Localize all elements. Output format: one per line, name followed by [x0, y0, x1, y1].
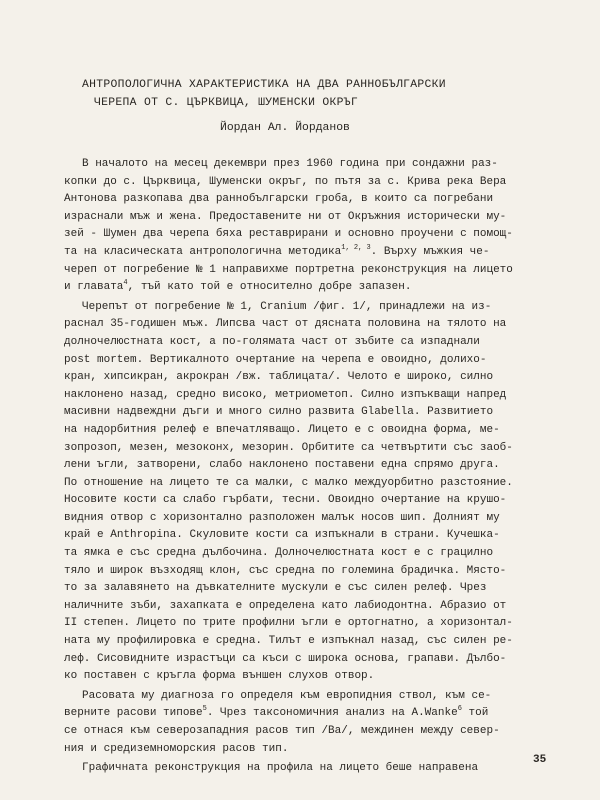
page-number: 35	[533, 754, 547, 766]
footnote-ref-1-3: 1, 2, 3	[341, 243, 371, 252]
p2-line-5: кран, хипсикран, акрокран /вж. таблицата/. Челото е широко, силно	[64, 371, 494, 384]
p2-line-21: леф. Сисовидните израстъци са къси с широка основа, грапави. Дълбо-	[64, 652, 507, 665]
p2-line-15: та ямка е със средна дълбочина. Долночелюстната кост е с грацилно	[64, 547, 494, 560]
p4-line-1: Графичната реконструкция на профила на лицето беше направена	[82, 762, 479, 775]
p1-line-6	[64, 244, 554, 262]
p2-l7-a: масивни надвеждни дъги и много силно развита	[64, 406, 355, 419]
p1-line-7: череп от погребение № 1 направихме портретна реконструкция на лицето	[64, 263, 513, 276]
p2-line-17: то за залавянето на дъвкателните мускули е със силен релеф. Чрез	[64, 582, 487, 595]
p1-line-8-text: и главата	[64, 281, 124, 294]
term-cranium: Cranium	[260, 300, 307, 313]
p2-l1-a: Черепът от погребение № 1,	[82, 300, 254, 313]
p3-l2-a: верните расови типове	[64, 707, 203, 720]
p2-line-14	[64, 527, 554, 545]
p2-line-6: наклонено назад, средно високо, метриометоп. Силно изпъкващи напред	[64, 388, 507, 401]
term-anthropina: Anthropina.	[110, 529, 183, 542]
p2-line-8: на надорбитния релеф е впечатляващо. Лицето е с овоидна форма, ме-	[64, 423, 500, 436]
term-glabella: Glabella.	[361, 406, 421, 419]
p1-line-6-end: . Върху мъжкия че-	[370, 245, 490, 258]
title-line-2: ЧЕРЕПА ОТ С. ЦЪРКВИЦА, ШУМЕНСКИ ОКРЪГ	[94, 97, 359, 109]
p1-line-8-end: , тъй като той е относително добре запазен.	[127, 281, 412, 294]
p2-line-19: II степен. Лицето по трите профилни ъгли е ортогнатно, а хоризонтал-	[64, 617, 513, 630]
p2-line-10: лени ъгли, затворени, слабо наклонено поставени една спрямо друга.	[64, 459, 500, 472]
article-body	[64, 156, 554, 778]
p2-l1-b: /фиг. 1/, принадлежи на из-	[313, 300, 492, 313]
p1-line-5: зей - Шумен два черепа бяха реставрирани и основно проучени с помощ-	[64, 228, 513, 241]
p2-l7-b: Развитието	[427, 406, 494, 419]
p1-line-4: израснали мъж и жена. Предоставените ни от Окръжния исторически му-	[64, 210, 507, 223]
footnote-ref-6: 6	[457, 705, 462, 714]
p2-line-18: наличните зъби, захапката е определена като лабиодонтна. Абразио от	[64, 599, 507, 612]
p3-line-2	[64, 705, 554, 723]
footnote-ref-5: 5	[202, 705, 207, 714]
p3-l2-c: той	[468, 707, 489, 720]
p2-line-2: раснал 35-годишен мъж. Липсва част от дясната половина на тялото на	[64, 318, 507, 331]
p3-line-3: се отнася към северозападния расов тип /Ва/, междинен между север-	[64, 725, 500, 737]
p2-line-1	[64, 299, 554, 317]
author-name: Йордан Ал. Йорданов	[220, 122, 350, 134]
p3-l2-b: . Чрез таксономичния анализ на	[206, 707, 405, 720]
p2-line-3: долночелюстната кост, а по-голямата част от зъбите са изпаднали	[64, 335, 480, 348]
p3-line-4: ния и средиземноморския расов тип.	[64, 742, 289, 755]
p1-line-3: Антонова разкопава два раннобългарски гроба, в които са погребани	[64, 193, 494, 206]
p2-l14-a: край е	[64, 529, 104, 542]
p2-line-12: Носовите кости са слабо гърбати, тесни. Овоидно очертание на крушо-	[64, 494, 507, 507]
p2-line-22: ко поставен с кръгла форма външен слухов отвор.	[64, 670, 375, 683]
p1-line-2: копки до с. Църквица, Шуменски окръг, по пътя за с. Крива река Вера	[64, 175, 507, 188]
p2-line-16: тяло и широк възходящ клон, със средна по големина брадичка. Място-	[64, 564, 507, 577]
title-line-1: АНТРОПОЛОГИЧНА ХАРАКТЕРИСТИКА НА ДВА РАННОБЪЛГАРСКИ	[82, 79, 446, 91]
p3-line-1: Расовата му диагноза го определя към европидния ствол, към се-	[82, 689, 492, 702]
term-wanke: A.Wanke	[411, 707, 458, 720]
p2-line-7	[64, 404, 554, 422]
p2-line-11: По отношение на лицето те са малки, с малко междуорбитно разстояние.	[64, 476, 513, 489]
footnote-ref-4: 4	[123, 279, 128, 288]
article-title	[82, 76, 522, 112]
p2-l4-b: Вертикалното очертание на черепа е овоидно, долихо-	[149, 353, 487, 366]
term-post-mortem: post mortem.	[64, 353, 144, 366]
p2-line-9: зопрозоп, мезен, мезоконх, мезорин. Орбитите са четвъртити със заоб-	[64, 441, 513, 454]
p1-line-8	[64, 279, 554, 297]
p1-line-1: В началото на месец декември през 1960 година при сондажни раз-	[82, 158, 498, 170]
p2-l14-b: Скуловите кости са изпъкнали в страни. Кучешка-	[189, 529, 500, 542]
p1-line-6-text: та на класическата антропологична методика	[64, 245, 342, 258]
p2-line-13: видния отвор с хоризонтално разположен малък носов шип. Долният му	[64, 511, 500, 524]
p2-line-20: ната му профилировка е средна. Тилът е изпъкнал назад, със силен ре-	[64, 635, 513, 648]
p2-line-4	[64, 352, 554, 370]
